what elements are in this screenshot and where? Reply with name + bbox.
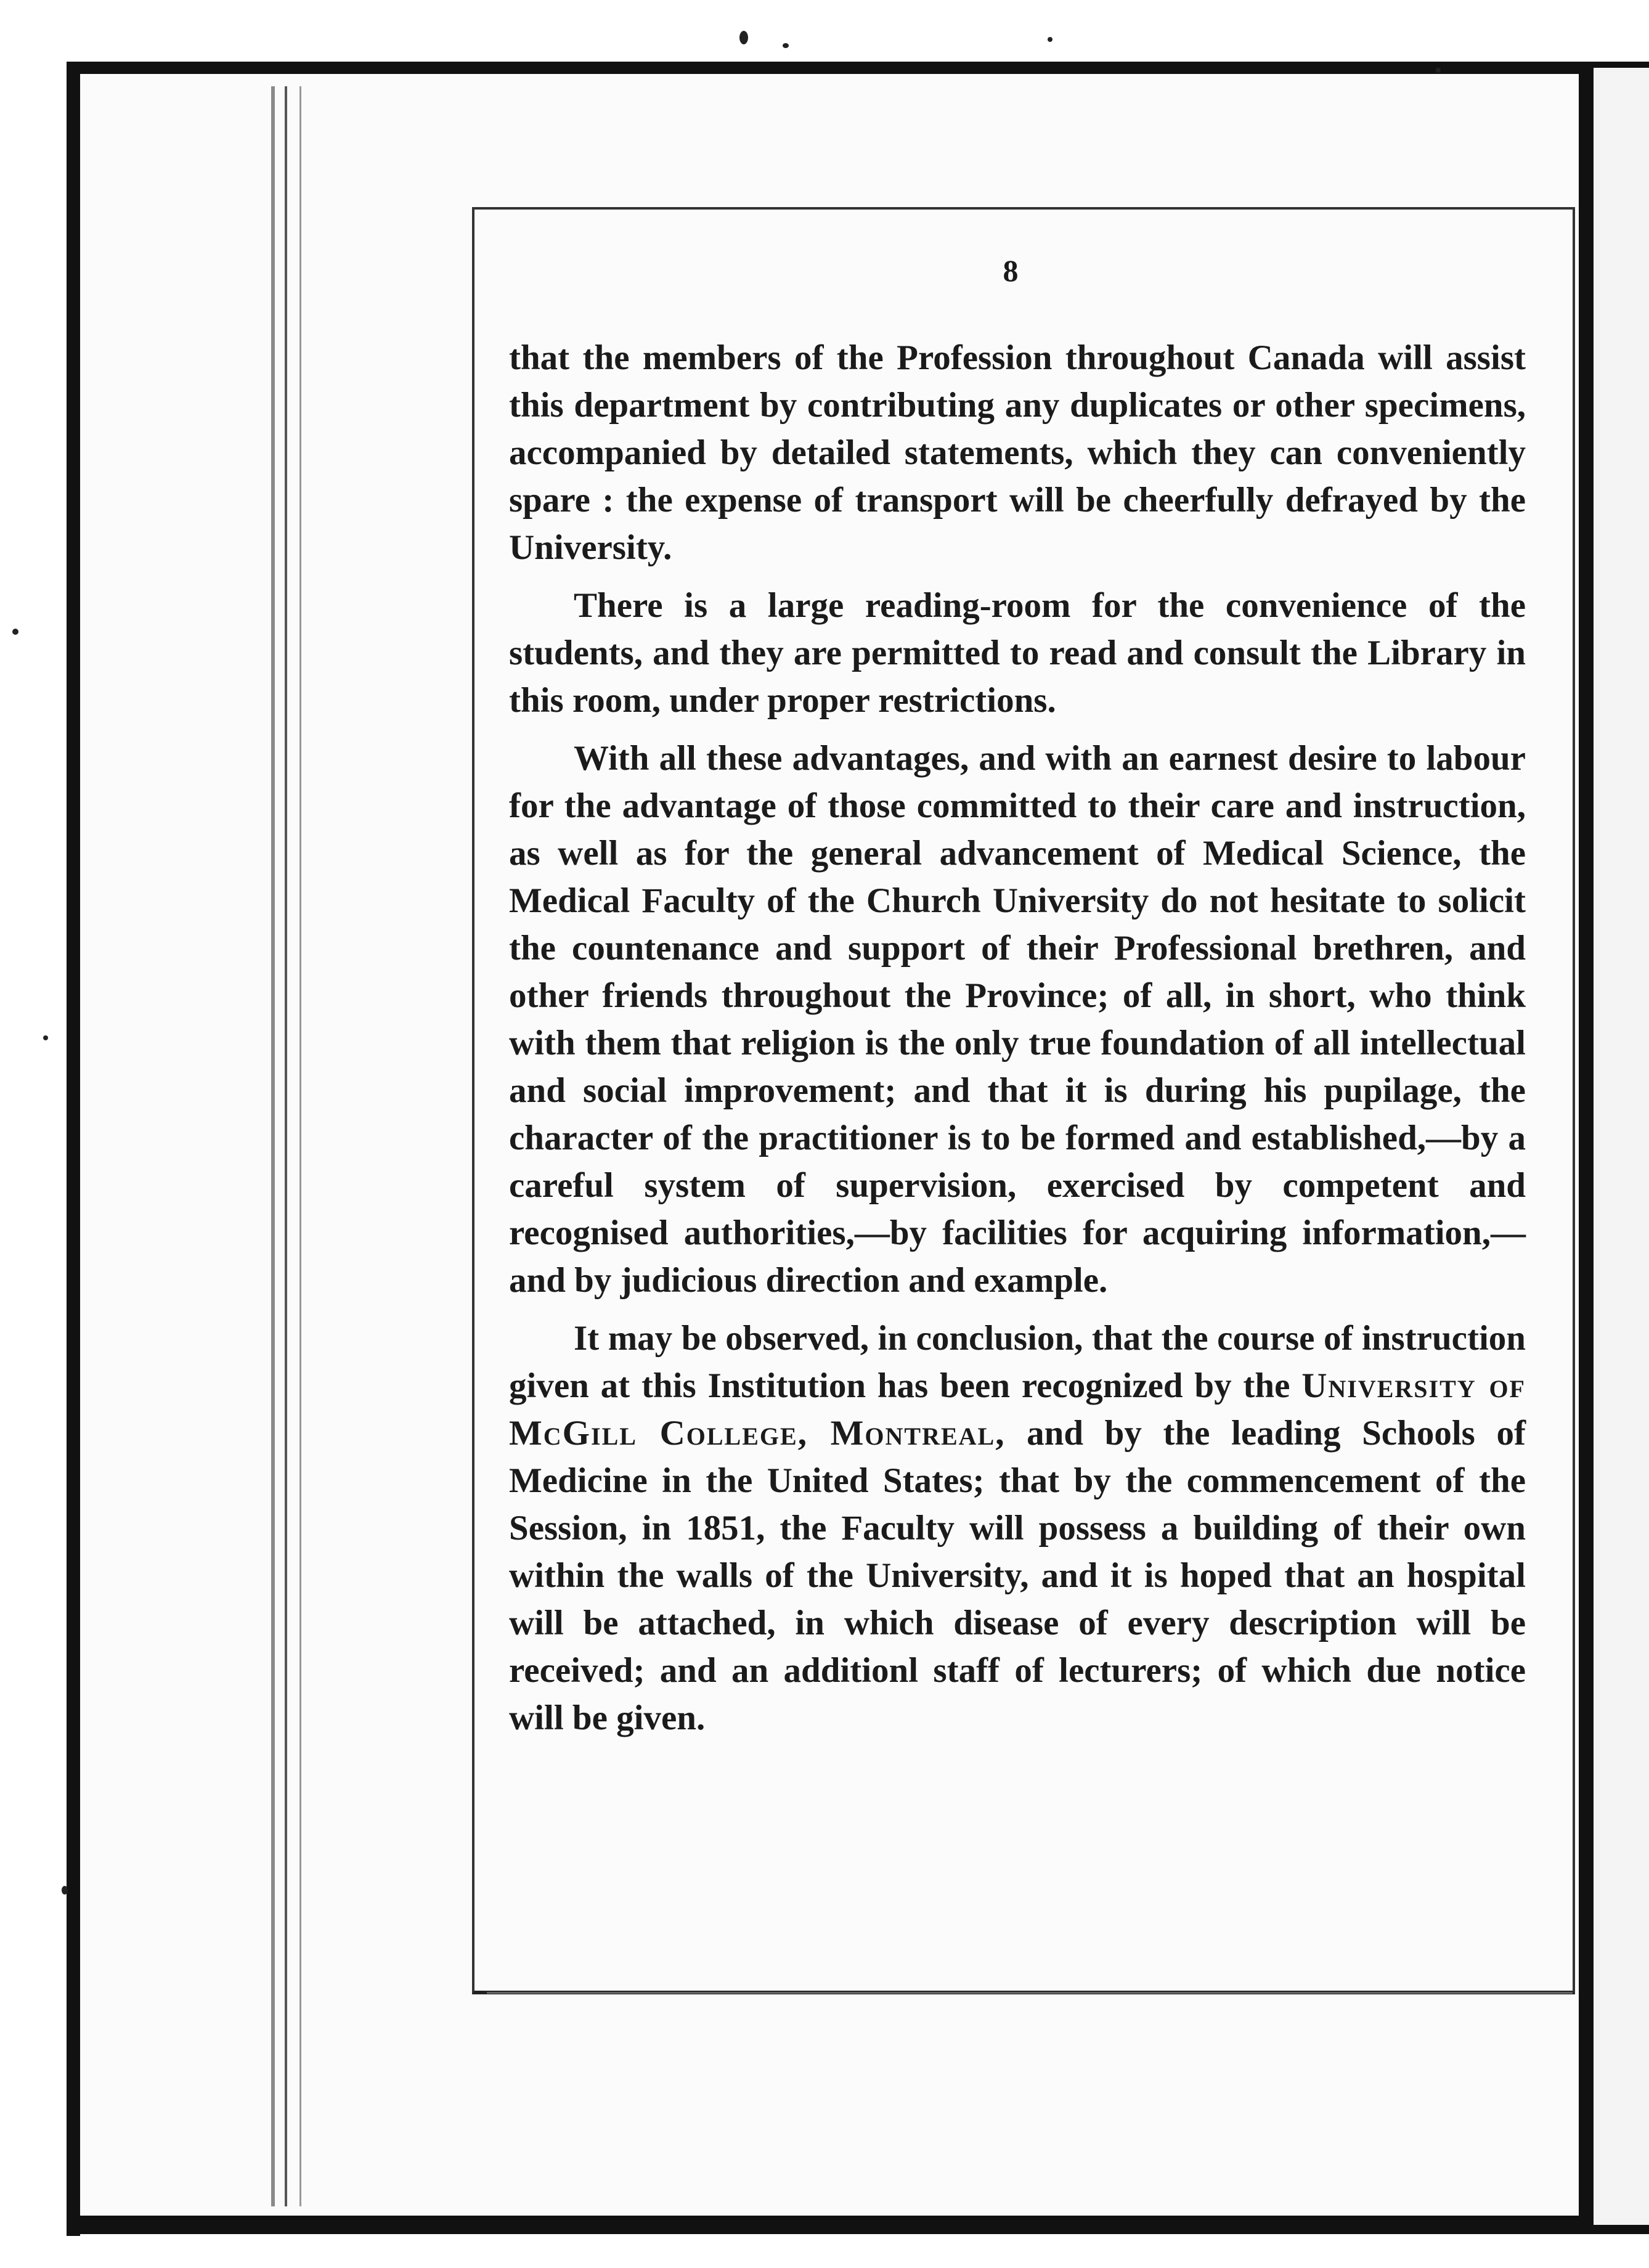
scan-edge-right <box>1579 68 1594 2225</box>
scan-speck <box>62 1886 68 1895</box>
paragraph <box>509 1315 1526 1742</box>
binding-line <box>271 86 275 2206</box>
paragraph: With all these advantages, and with an earnest desire to labour for the advantage of those committed to their care and instruction, as well as for the general advancement of Medical Science, the Medical Faculty of the Church University do not hesitate to solicit the countenance and support of their Professional brethren, and other friends throughout the Province; of all, in short, who think with them that religion is the only true foundation of all intellectual and social improvement; and that it is during his pupilage, the character of the practitioner is to be formed and established,—by a careful system of supervision, exercised by competent and recognised authorities,—by facilities for acquiring information,—and by judicious direction and example. <box>509 739 1526 1300</box>
scan-speck <box>739 31 748 44</box>
paragraph-text: It may be observed, in conclusion, that the course of instruction given at this Institution has been recognized by the <box>509 1319 1526 1405</box>
scan-edge-top <box>67 62 1649 74</box>
scan-speck <box>43 1035 48 1040</box>
binding-line <box>285 86 287 2206</box>
page-number: 8 <box>1003 253 1019 288</box>
binding-line <box>299 86 301 2206</box>
paragraph: There is a large reading-room for the convenience of the students, and they are permitted to read and consult the Library in this room, under proper restrictions. <box>509 586 1526 720</box>
text-frame-bottom-rule <box>487 1992 1573 1994</box>
paragraph-text: and by the leading Schools of Medicine in the United States; that by the commencement of the Session, in 1851, the Faculty will possess a building of their own within the walls of the University, and it is hoped that an hospital will be attached, in which disease of every description will be received; and an additionl staff of lecturers; of which due notice will be given. <box>509 1414 1526 1737</box>
scan-edge-left <box>67 73 80 2236</box>
body-text <box>509 334 1526 1752</box>
paragraph: that the members of the Profession throughout Canada will assist this department by contributing any duplicates or other specimens, accompanied by detailed statements, which they can conveniently spare : the expense of transport will be cheerfully defrayed by the University. <box>509 338 1526 567</box>
facing-page-edge <box>1594 68 1649 2225</box>
scan-speck <box>783 43 789 48</box>
institution-name: University of McGill College, Montreal, <box>509 1366 1526 1453</box>
scan-edge-bottom <box>67 2216 1649 2234</box>
scan-speck <box>1436 68 1441 73</box>
scan-speck <box>12 629 18 635</box>
scan-speck <box>1048 37 1053 42</box>
